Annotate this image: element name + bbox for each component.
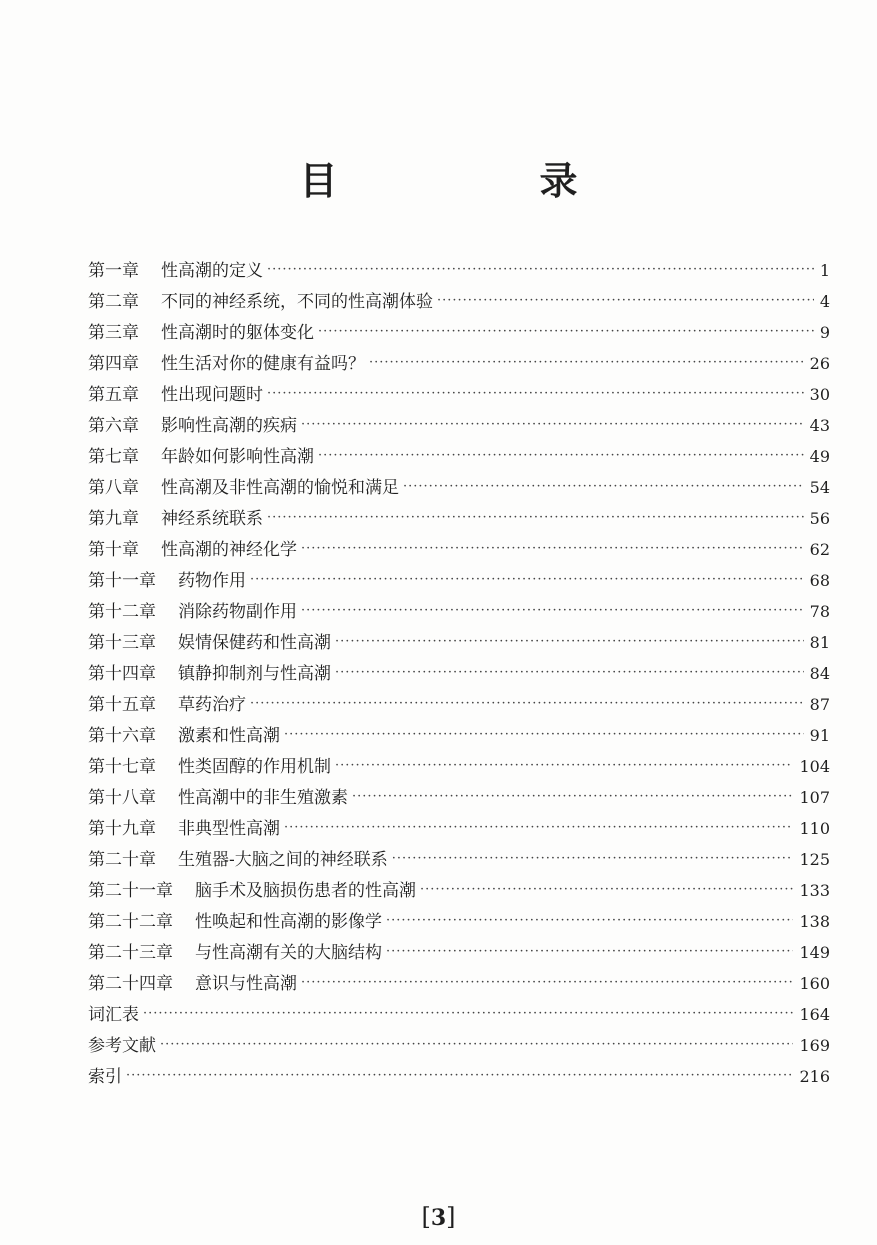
toc-chapter-title: 神经系统联系 bbox=[161, 509, 263, 529]
toc-entry bbox=[88, 348, 830, 379]
dot-leader bbox=[301, 967, 793, 998]
toc-page-number: 4 bbox=[819, 292, 830, 311]
toc-page-number: 56 bbox=[809, 509, 830, 528]
toc-chapter-title: 性类固醇的作用机制 bbox=[178, 757, 331, 777]
toc-chapter-title: 年龄如何影响性高潮 bbox=[161, 447, 314, 467]
toc-chapter-number: 第一章 bbox=[88, 261, 139, 281]
dot-leader bbox=[267, 502, 804, 533]
dot-leader bbox=[267, 378, 804, 409]
toc-chapter-number: 第二十二章 bbox=[88, 912, 173, 932]
toc-chapter-title: 生殖器-大脑之间的神经联系 bbox=[178, 850, 388, 870]
dot-leader bbox=[420, 874, 793, 905]
page-title: 目 录 bbox=[299, 158, 660, 203]
toc-chapter-title: 脑手术及脑损伤患者的性高潮 bbox=[195, 881, 416, 901]
dot-leader bbox=[392, 843, 794, 874]
dot-leader bbox=[284, 719, 804, 750]
toc-chapter-title: 激素和性高潮 bbox=[178, 726, 280, 746]
toc-chapter-title: 性唤起和性高潮的影像学 bbox=[195, 912, 382, 932]
toc-entry bbox=[88, 596, 830, 627]
toc-page-number: 54 bbox=[809, 478, 830, 497]
dot-leader bbox=[301, 595, 804, 626]
toc-chapter-number: 第十三章 bbox=[88, 633, 156, 653]
dot-leader bbox=[301, 409, 804, 440]
toc-entry bbox=[88, 999, 830, 1030]
toc-chapter-title: 药物作用 bbox=[178, 571, 246, 591]
toc-page-number: 87 bbox=[809, 695, 830, 714]
toc-page-number: 216 bbox=[799, 1067, 830, 1086]
toc-chapter-number: 第二章 bbox=[88, 292, 139, 312]
toc-page-number: 160 bbox=[799, 974, 830, 993]
dot-leader bbox=[335, 626, 804, 657]
toc-entry bbox=[88, 720, 830, 751]
toc-page-number: 169 bbox=[799, 1036, 830, 1055]
toc-chapter-title: 非典型性高潮 bbox=[178, 819, 280, 839]
toc-chapter-number: 第十九章 bbox=[88, 819, 156, 839]
toc-entry bbox=[88, 534, 830, 565]
toc-page-number: 125 bbox=[799, 850, 830, 869]
toc-chapter-title: 性高潮时的躯体变化 bbox=[161, 323, 314, 343]
toc-entry bbox=[88, 286, 830, 317]
toc-page-number: 149 bbox=[799, 943, 830, 962]
toc-chapter-title: 娱情保健药和性高潮 bbox=[178, 633, 331, 653]
toc-page-number: 68 bbox=[809, 571, 830, 590]
dot-leader bbox=[267, 254, 814, 285]
toc-page-number: 104 bbox=[799, 757, 830, 776]
dot-leader bbox=[250, 564, 804, 595]
toc-section-title: 词汇表 bbox=[88, 1005, 139, 1025]
dot-leader bbox=[318, 316, 814, 347]
toc-entry bbox=[88, 317, 830, 348]
dot-leader bbox=[284, 812, 793, 843]
toc-page-number: 26 bbox=[809, 354, 830, 373]
toc-entry bbox=[88, 1030, 830, 1061]
dot-leader bbox=[143, 998, 793, 1029]
toc-entry bbox=[88, 410, 830, 441]
toc-entry bbox=[88, 813, 830, 844]
dot-leader bbox=[160, 1029, 793, 1060]
toc-chapter-number: 第十四章 bbox=[88, 664, 156, 684]
toc-page-number: 110 bbox=[799, 819, 830, 838]
folio-number: 3 bbox=[430, 1205, 447, 1231]
toc-chapter-number: 第十章 bbox=[88, 540, 139, 560]
toc-entry bbox=[88, 906, 830, 937]
dot-leader bbox=[301, 533, 804, 564]
toc-chapter-title: 性高潮及非性高潮的愉悦和满足 bbox=[161, 478, 399, 498]
toc-section-title: 索引 bbox=[88, 1067, 122, 1087]
toc-chapter-number: 第十七章 bbox=[88, 757, 156, 777]
toc-entry bbox=[88, 565, 830, 596]
toc-page-number: 107 bbox=[799, 788, 830, 807]
toc-chapter-number: 第三章 bbox=[88, 323, 139, 343]
toc-entry bbox=[88, 1061, 830, 1092]
toc-chapter-number: 第七章 bbox=[88, 447, 139, 467]
toc-page-number: 84 bbox=[809, 664, 830, 683]
toc-entry bbox=[88, 875, 830, 906]
dot-leader bbox=[318, 440, 804, 471]
toc-chapter-title: 消除药物副作用 bbox=[178, 602, 297, 622]
toc-chapter-number: 第四章 bbox=[88, 354, 139, 374]
toc-chapter-title: 意识与性高潮 bbox=[195, 974, 297, 994]
toc-chapter-number: 第二十三章 bbox=[88, 943, 173, 963]
dot-leader bbox=[126, 1060, 793, 1091]
toc-chapter-title: 性高潮的神经化学 bbox=[161, 540, 297, 560]
toc-chapter-number: 第十五章 bbox=[88, 695, 156, 715]
toc-entry bbox=[88, 472, 830, 503]
table-of-contents bbox=[88, 255, 830, 1092]
toc-chapter-title: 影响性高潮的疾病 bbox=[161, 416, 297, 436]
toc-chapter-title: 与性高潮有关的大脑结构 bbox=[195, 943, 382, 963]
toc-chapter-title: 不同的神经系统，不同的性高潮体验 bbox=[161, 292, 433, 312]
dot-leader bbox=[250, 688, 804, 719]
toc-page-number: 138 bbox=[799, 912, 830, 931]
toc-page-number: 30 bbox=[809, 385, 830, 404]
dot-leader bbox=[352, 781, 793, 812]
toc-page-number: 49 bbox=[809, 447, 830, 466]
toc-page-number: 43 bbox=[809, 416, 830, 435]
toc-page-number: 9 bbox=[819, 323, 830, 342]
toc-chapter-title: 性高潮的定义 bbox=[161, 261, 263, 281]
dot-leader bbox=[386, 936, 793, 967]
toc-page-number: 133 bbox=[799, 881, 830, 900]
toc-page-number: 1 bbox=[819, 261, 830, 280]
dot-leader bbox=[335, 750, 793, 781]
toc-entry bbox=[88, 751, 830, 782]
dot-leader bbox=[403, 471, 804, 502]
toc-page-number: 164 bbox=[799, 1005, 830, 1024]
toc-chapter-number: 第五章 bbox=[88, 385, 139, 405]
toc-entry bbox=[88, 968, 830, 999]
toc-entry bbox=[88, 379, 830, 410]
toc-entry bbox=[88, 255, 830, 286]
dot-leader bbox=[437, 285, 814, 316]
folio-right-bracket: ] bbox=[446, 1203, 456, 1231]
toc-chapter-number: 第六章 bbox=[88, 416, 139, 436]
page-number-footer bbox=[0, 1203, 877, 1231]
toc-chapter-number: 第二十章 bbox=[88, 850, 156, 870]
toc-page-number: 91 bbox=[809, 726, 830, 745]
toc-entry bbox=[88, 441, 830, 472]
toc-chapter-number: 第八章 bbox=[88, 478, 139, 498]
toc-chapter-title: 性高潮中的非生殖激素 bbox=[178, 788, 348, 808]
toc-entry bbox=[88, 782, 830, 813]
toc-entry bbox=[88, 627, 830, 658]
toc-chapter-number: 第二十一章 bbox=[88, 881, 173, 901]
toc-entry bbox=[88, 503, 830, 534]
dot-leader bbox=[335, 657, 804, 688]
toc-page-number: 81 bbox=[809, 633, 830, 652]
dot-leader bbox=[386, 905, 793, 936]
toc-chapter-title: 草药治疗 bbox=[178, 695, 246, 715]
toc-chapter-title: 性出现问题时 bbox=[161, 385, 263, 405]
toc-chapter-number: 第十六章 bbox=[88, 726, 156, 746]
toc-entry bbox=[88, 658, 830, 689]
toc-entry bbox=[88, 689, 830, 720]
toc-chapter-number: 第二十四章 bbox=[88, 974, 173, 994]
toc-entry bbox=[88, 844, 830, 875]
toc-page-number: 62 bbox=[809, 540, 830, 559]
toc-chapter-title: 镇静抑制剂与性高潮 bbox=[178, 664, 331, 684]
toc-entry bbox=[88, 937, 830, 968]
toc-section-title: 参考文献 bbox=[88, 1036, 156, 1056]
toc-chapter-number: 第十二章 bbox=[88, 602, 156, 622]
toc-chapter-title: 性生活对你的健康有益吗？ bbox=[161, 354, 365, 374]
folio-left-bracket: [ bbox=[421, 1203, 431, 1231]
toc-page-number: 78 bbox=[809, 602, 830, 621]
dot-leader bbox=[369, 347, 804, 378]
toc-chapter-number: 第十八章 bbox=[88, 788, 156, 808]
toc-chapter-number: 第十一章 bbox=[88, 571, 156, 591]
toc-chapter-number: 第九章 bbox=[88, 509, 139, 529]
